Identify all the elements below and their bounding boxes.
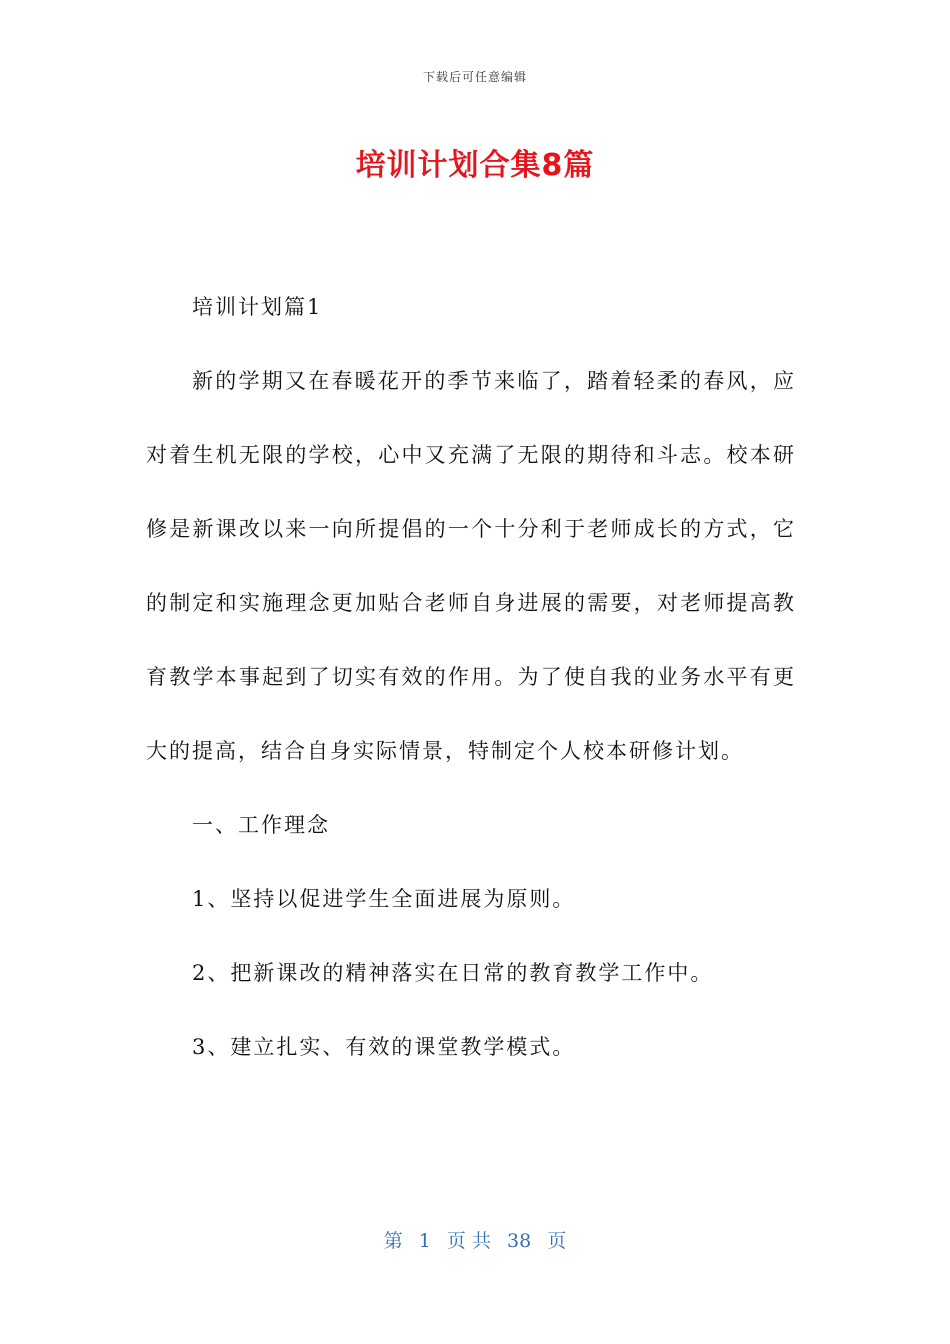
body-paragraph: 新的学期又在春暖花开的季节来临了，踏着轻柔的春风，应对着生机无限的学校，心中又充满了无限的期待和斗志。校本研修是新课改以来一向所提倡的一个十分利于老师成长的方式，它的制定和实施理念更加贴合老师自身进展的需要，对老师提高教育教学本事起到了切实有效的作用。为了使自我的业务水平有更大的提高，结合自身实际情景，特制定个人校本研修计划。: [146, 369, 796, 763]
list-item: 3、建立扎实、有效的课堂教学模式。: [192, 1035, 576, 1059]
footer-page-number: 1: [418, 1230, 431, 1252]
list-item: 1、坚持以促进学生全面进展为原则。: [192, 887, 576, 911]
page-footer: [0, 1226, 950, 1253]
list-item: 2、把新课改的精神落实在日常的教育教学工作中。: [192, 961, 714, 985]
footer-mid: 页 共: [446, 1230, 491, 1252]
footer-total-pages: 38: [507, 1230, 532, 1252]
document-title: 培训计划合集8篇: [355, 148, 595, 183]
footer-prefix: 第: [383, 1230, 403, 1252]
document-body: [146, 270, 796, 1084]
section-heading: 培训计划篇1: [192, 295, 323, 319]
subsection-heading: 一、工作理念: [192, 813, 330, 837]
header-note: 下载后可任意编辑: [422, 70, 527, 84]
footer-suffix: 页: [547, 1230, 567, 1252]
